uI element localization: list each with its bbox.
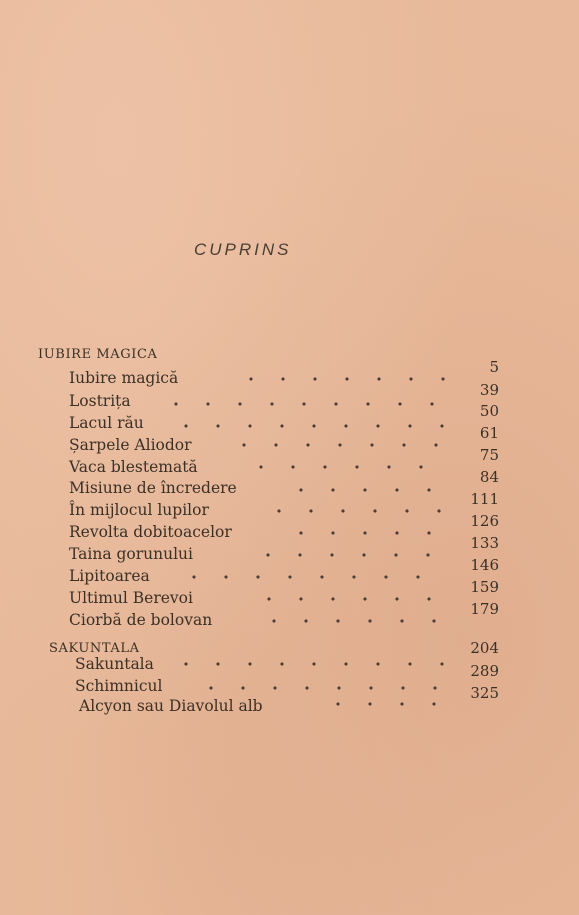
dot-leader xyxy=(228,443,445,447)
dot-leader xyxy=(253,597,445,601)
page-title: CUPRINS xyxy=(194,240,292,259)
toc-entry-title: Lacul rău xyxy=(69,414,144,432)
toc-entry-title: Alcyon sau Diavolul alb xyxy=(79,697,263,715)
dot-leader xyxy=(322,702,445,706)
section-title-sakuntala: SAKUNTALA xyxy=(49,641,140,656)
toc-entry-title: Iubire magică xyxy=(69,369,179,387)
toc-entry-title: Revolta dobitoacelor xyxy=(69,523,232,541)
toc-entry-page: 204 xyxy=(470,639,499,657)
toc-entry-page: 75 xyxy=(479,446,499,464)
toc-entry-page: 50 xyxy=(479,402,499,420)
toc-entry-page: 159 xyxy=(470,578,499,596)
dot-leader xyxy=(285,488,445,492)
section-title-iubire-magica: IUBIRE MAGICA xyxy=(38,347,158,362)
toc-entry-title: În mijlocul lupilor xyxy=(69,501,209,519)
toc-entry-title: Șarpele Aliodor xyxy=(69,436,192,454)
toc-entry-page: 133 xyxy=(470,534,499,552)
toc-entry-title: Ultimul Berevoi xyxy=(69,589,193,607)
dot-leader xyxy=(195,686,445,690)
dot-leader xyxy=(170,662,445,666)
toc-entry-title: Schimnicul xyxy=(75,677,163,695)
toc-entry-title: Misiune de încredere xyxy=(69,479,237,497)
dot-leader xyxy=(285,531,445,535)
toc-entry-page: 179 xyxy=(470,600,499,618)
toc-entry-title: Ciorbă de bolovan xyxy=(69,611,213,629)
dot-leader xyxy=(263,509,445,513)
toc-entry-title: Lipitoarea xyxy=(69,567,150,585)
toc-entry-page: 39 xyxy=(479,381,499,399)
toc-entry-page: 325 xyxy=(470,684,499,702)
toc-entry-page: 61 xyxy=(479,424,499,442)
dot-leader xyxy=(178,575,445,579)
dot-leader xyxy=(245,465,445,469)
dot-leader xyxy=(258,619,445,623)
toc-entry-title: Taina gorunului xyxy=(69,545,193,563)
toc-entry-page: 111 xyxy=(470,490,499,508)
toc-entry-page: 126 xyxy=(470,512,499,530)
toc-entry-title: Lostrița xyxy=(69,392,131,410)
toc-entry-page: 146 xyxy=(470,556,499,574)
toc-entry-title: Sakuntala xyxy=(75,655,154,673)
dot-leader xyxy=(170,424,445,428)
toc-entry-title: Vaca blestemată xyxy=(69,458,198,476)
toc-entry-page: 5 xyxy=(489,358,499,376)
dot-leader xyxy=(252,553,445,557)
dot-leader xyxy=(235,377,445,381)
toc-entry-page: 289 xyxy=(470,662,499,680)
dot-leader xyxy=(160,402,445,406)
toc-entry-page: 84 xyxy=(479,468,499,486)
